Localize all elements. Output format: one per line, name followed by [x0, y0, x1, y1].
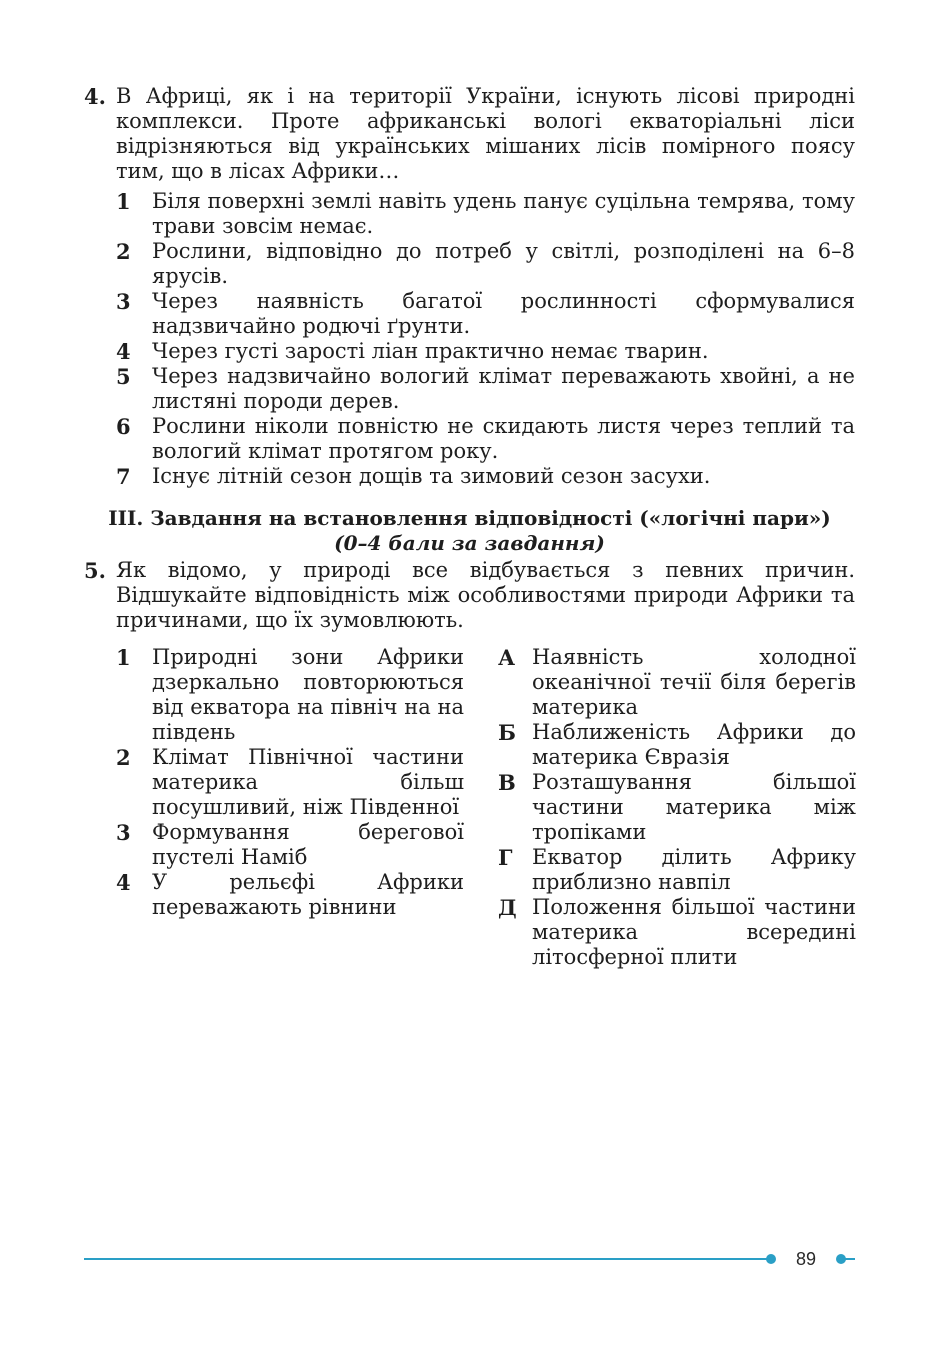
option-item — [116, 289, 855, 339]
option-text: Рослини ніколи повністю не скидають листя через теплий та вологий клімат протягом року. — [152, 414, 855, 463]
footer-dot-icon — [766, 1254, 776, 1264]
option-text: Через густі зарості ліан практично немає тварин. — [152, 339, 709, 363]
option-number: 5 — [116, 364, 131, 389]
option-text: Існує літній сезон дощів та зимовий сезон засухи. — [152, 464, 711, 488]
feature-item — [116, 745, 464, 820]
section-subtitle: (0–4 бали за завдання) — [334, 531, 605, 555]
cause-letter: В — [498, 770, 516, 795]
cause-item — [498, 845, 856, 895]
causes-column — [498, 645, 856, 970]
feature-text: Природні зони Африки дзеркально повторюються від екватора на північ на на південь — [152, 645, 464, 744]
feature-text: Формування берегової пустелі Наміб — [152, 820, 464, 869]
feature-text: У рельєфі Африки переважають рівнини — [152, 870, 464, 919]
feature-item — [116, 870, 464, 920]
cause-item — [498, 895, 856, 970]
option-item — [116, 414, 855, 464]
option-item — [116, 464, 855, 489]
feature-item — [116, 820, 464, 870]
option-text: Через надзвичайно вологий клімат переважають хвойні, а не листяні породи дерев. — [152, 364, 855, 413]
features-column — [116, 645, 464, 970]
question-5 — [84, 558, 855, 633]
matching-table — [116, 645, 856, 970]
question-4 — [84, 84, 855, 489]
feature-number: 3 — [116, 820, 131, 845]
option-text: Через наявність багатої рослинності сформувалися надзвичайно родючі ґрунти. — [152, 289, 855, 338]
feature-number: 1 — [116, 645, 131, 670]
feature-item — [116, 645, 464, 745]
cause-item — [498, 770, 856, 845]
cause-text: Наявність холодної океанічної течії біля берегів материка — [532, 645, 856, 719]
feature-text: Клімат Північної частини материка більш посушливий, ніж Південної — [152, 745, 464, 819]
cause-letter: Г — [498, 845, 513, 870]
cause-letter: Б — [498, 720, 516, 745]
question-text: В Африці, як і на території України, існують лісові природні комплекси. Проте африканські вологі екваторіальні ліси відрізняються від українських мішаних лісів помірного поясу тим, що в лісах Африки… — [116, 84, 855, 183]
option-number: 3 — [116, 289, 131, 314]
cause-item — [498, 720, 856, 770]
answer-options — [84, 189, 855, 489]
page-number: 89 — [795, 1249, 817, 1269]
section-heading — [84, 506, 855, 556]
option-item — [116, 239, 855, 289]
option-number: 2 — [116, 239, 131, 264]
option-number: 6 — [116, 414, 131, 439]
question-number: 5. — [84, 558, 106, 583]
cause-letter: А — [498, 645, 516, 670]
cause-text: Розташування більшої частини материка між тропіками — [532, 770, 856, 844]
option-item — [116, 364, 855, 414]
cause-letter: Д — [498, 895, 517, 920]
cause-text: Екватор ділить Африку приблизно навпіл — [532, 845, 856, 894]
question-number: 4. — [84, 84, 106, 109]
option-number: 7 — [116, 464, 131, 489]
cause-text: Положення більшої частини материка всередині літосферної плити — [532, 895, 856, 969]
option-text: Біля поверхні землі навіть удень панує суцільна темрява, тому трави зовсім немає. — [152, 189, 855, 238]
footer-rule-tail — [845, 1258, 855, 1260]
option-number: 1 — [116, 189, 131, 214]
option-number: 4 — [116, 339, 131, 364]
footer-rule — [84, 1258, 768, 1260]
cause-text: Наближеність Африки до материка Євразія — [532, 720, 856, 769]
section-title: ІІІ. Завдання на встановлення відповідності («логічні пари») — [108, 506, 831, 530]
feature-number: 2 — [116, 745, 131, 770]
option-item — [116, 189, 855, 239]
option-item — [116, 339, 855, 364]
cause-item — [498, 645, 856, 720]
feature-number: 4 — [116, 870, 131, 895]
question-text: Як відомо, у природі все відбувається з певних причин. Відшукайте відповідність між особливостями природи Африки та причинами, що їх зумовлюють. — [116, 558, 855, 632]
option-text: Рослини, відповідно до потреб у світлі, розподілені на 6–8 ярусів. — [152, 239, 855, 288]
